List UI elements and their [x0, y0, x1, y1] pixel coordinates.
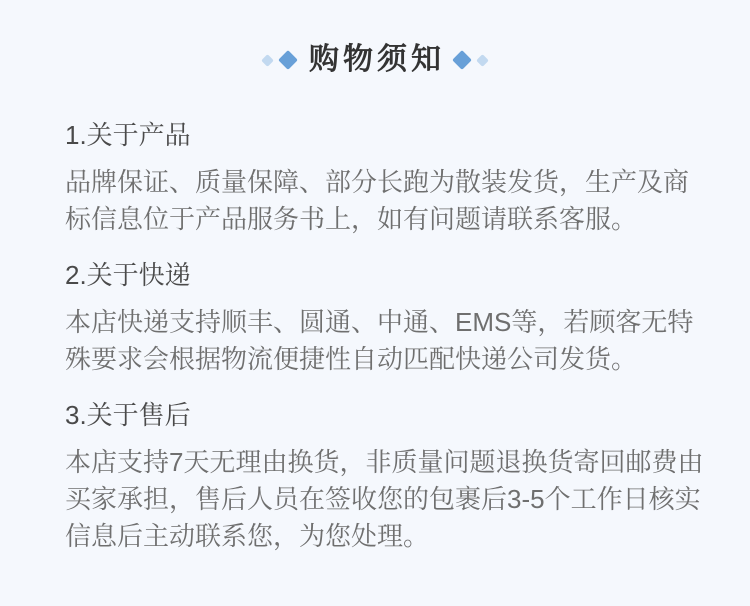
diamond-large-right-icon: [452, 50, 472, 70]
section-product: [65, 117, 710, 238]
section-delivery-heading: 2.关于快递: [65, 260, 191, 290]
section-delivery-body: 本店快递支持顺丰、圆通、中通、EMS等，若顾客无特殊要求会根据物流便捷性自动匹配快递公司发货。: [65, 307, 694, 374]
section-aftersales: [65, 397, 710, 555]
notice-content: [0, 117, 750, 555]
section-aftersales-body: 本店支持7天无理由换货，非质量问题退换货寄回邮费由买家承担，售后人员在签收您的包裹后3-5个工作日核实信息后主动联系您，为您处理。: [65, 447, 704, 551]
section-delivery: [65, 257, 710, 378]
section-product-body: 品牌保证、质量保障、部分长跑为散装发货，生产及商标信息位于产品服务书上，如有问题请联系客服。: [65, 167, 690, 234]
page-header: [0, 0, 750, 78]
diamond-small-right-icon: [476, 54, 489, 67]
diamond-small-left-icon: [261, 54, 274, 67]
section-product-heading: 1.关于产品: [65, 120, 191, 150]
page-title: 购物须知: [309, 43, 445, 76]
diamond-large-left-icon: [278, 50, 298, 70]
section-aftersales-heading: 3.关于售后: [65, 400, 191, 430]
